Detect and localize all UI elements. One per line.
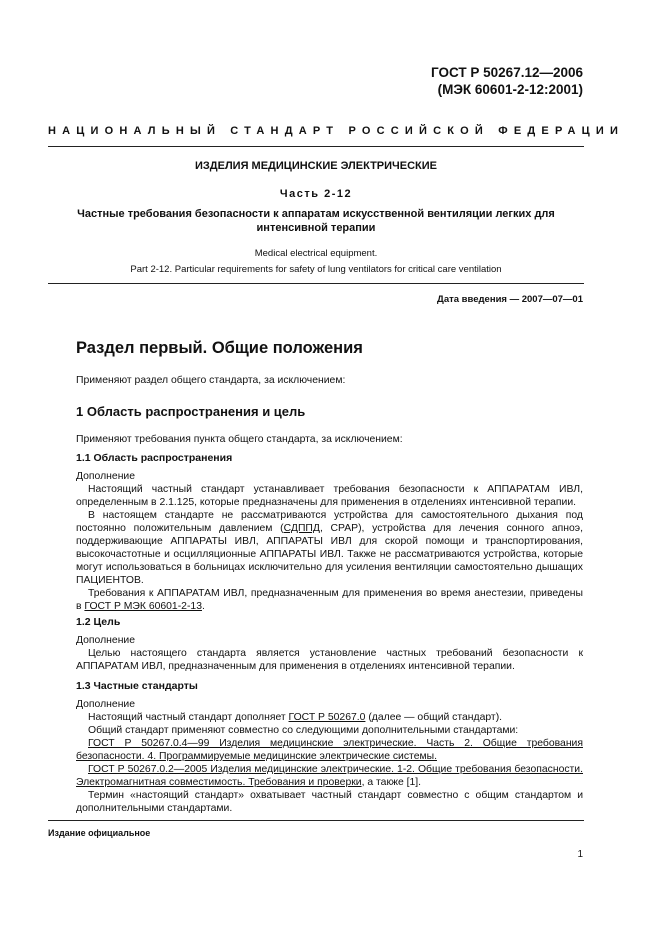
particular-standards-paragraph-2: Общий стандарт применяют совместно со следующими дополнительными стандартами: <box>88 725 519 736</box>
scope-paragraph-1: Настоящий частный стандарт устанавливает требования безопасности к АППАРАТАМ ИВЛ, определенным в 2.1.125, которые предназначены для применения в отделениях интенсивной терапии. <box>76 484 583 508</box>
title-divider <box>48 283 584 284</box>
clause-1-3-body <box>76 698 583 815</box>
document-title: ИЗДЕЛИЯ МЕДИЦИНСКИЕ ЭЛЕКТРИЧЕСКИЕ <box>194 160 438 172</box>
addition-label: Дополнение <box>76 471 136 482</box>
scope-paragraph-3-text-b: . <box>201 601 205 612</box>
scope-paragraph-3 <box>76 587 583 613</box>
clause-1-3-heading: 1.3 Частные стандарты <box>76 680 198 692</box>
scope-paragraph-3-text-a: Требования к АППАРАТАМ ИВЛ, предназначенным для применения во время анестезии, приведены в <box>76 588 583 612</box>
header-divider <box>48 146 584 147</box>
scope-paragraph-2-text-a: В настоящем стандарте не рассматриваются устройства для самостоятельного дыхания под постоянно положительным давлением ( <box>76 510 583 534</box>
clause-1-1-body <box>76 470 583 613</box>
reference-2-tail: , а также [1]. <box>361 777 422 788</box>
clause-1-intro: Применяют требования пункта общего стандарта, за исключением: <box>76 434 403 445</box>
page-number: 1 <box>577 849 583 860</box>
standard-code-iec: (МЭК 60601-2-12:2001) <box>437 82 583 97</box>
scope-paragraph-2 <box>76 509 583 587</box>
reference-2 <box>76 763 583 789</box>
particular-standards-paragraph-3: Термин «настоящий стандарт» охватывает частный стандарт совместно с общим стандартом и дополнительными стандартами. <box>76 790 583 814</box>
scope-paragraph-2-text-b: , CPAP), устройства для лечения сонного апноэ, поддерживающие АППАРАТЫ ИВЛ, АППАРАТЫ ИВЛ для скорой помощи и транспортирования, высокочастотные и осцилляционные АППАРАТЫ ИВЛ. Также не рассматриваются устройства, которые могут использоваться в больницах исключительно для усиления вентиляции самостоятельно дышащих ПАЦИЕНТОВ. <box>76 523 583 586</box>
paragraph-1-text-b: (далее — общий стандарт). <box>365 712 503 723</box>
english-title-line2: Part 2-12. Particular requirements for safety of lung ventilators for critical care ventilation <box>130 264 502 275</box>
clause-1-heading: 1 Область распространения и цель <box>76 404 306 419</box>
part-number: Часть 2-12 <box>279 188 353 200</box>
english-title <box>48 246 584 278</box>
section-heading: Раздел первый. Общие положения <box>76 339 363 357</box>
gost-iec-60601-2-13-link[interactable]: ГОСТ Р МЭК 60601-2-13 <box>84 601 202 612</box>
cpap-link[interactable]: СДППД <box>283 523 320 534</box>
section-intro: Применяют раздел общего стандарта, за исключением: <box>76 375 346 386</box>
gost-50267-0-4-link[interactable]: ГОСТ Р 50267.0.4—99 Изделия медицинские электрические. Часть 2. Общие требования безопасности. 4. Программируемые медицинские электрические системы. <box>76 738 583 762</box>
reference-1 <box>76 737 583 763</box>
gost-50267-0-link[interactable]: ГОСТ Р 50267.0 <box>288 712 366 723</box>
standard-code <box>431 64 583 98</box>
paragraph-1-text-a: Настоящий частный стандарт дополняет <box>88 712 289 723</box>
gost-50267-0-2-link[interactable]: ГОСТ Р 50267.0.2—2005 Изделия медицинские электрические. 1-2. Общие требования безопасности. Электромагнитная совместимость. Требования и проверки <box>76 764 583 788</box>
addition-label: Дополнение <box>76 699 136 710</box>
clause-1-2-heading: 1.2 Цель <box>76 616 121 628</box>
document-subtitle: Частные требования безопасности к аппаратам искусственной вентиляции легких для интенсивной терапии <box>77 208 555 234</box>
clause-1-1-heading: 1.1 Область распространения <box>76 452 233 464</box>
effective-date: Дата введения — 2007—07—01 <box>437 294 583 305</box>
national-standard-banner: НАЦИОНАЛЬНЫЙ СТАНДАРТ РОССИЙСКОЙ ФЕДЕРАЦИИ <box>48 125 625 137</box>
standard-code-gost: ГОСТ Р 50267.12—2006 <box>431 65 583 80</box>
english-title-line1: Medical electrical equipment. <box>254 248 378 259</box>
particular-standards-paragraph-1 <box>76 711 583 724</box>
purpose-paragraph: Целью настоящего стандарта является установление частных требований безопасности к АППАРАТАМ ИВЛ, предназначенным для применения в отделениях интенсивной терапии. <box>76 648 583 672</box>
addition-label: Дополнение <box>76 635 136 646</box>
edition-label: Издание официальное <box>48 828 151 838</box>
footer-divider <box>48 820 584 821</box>
clause-1-2-body <box>76 634 583 673</box>
